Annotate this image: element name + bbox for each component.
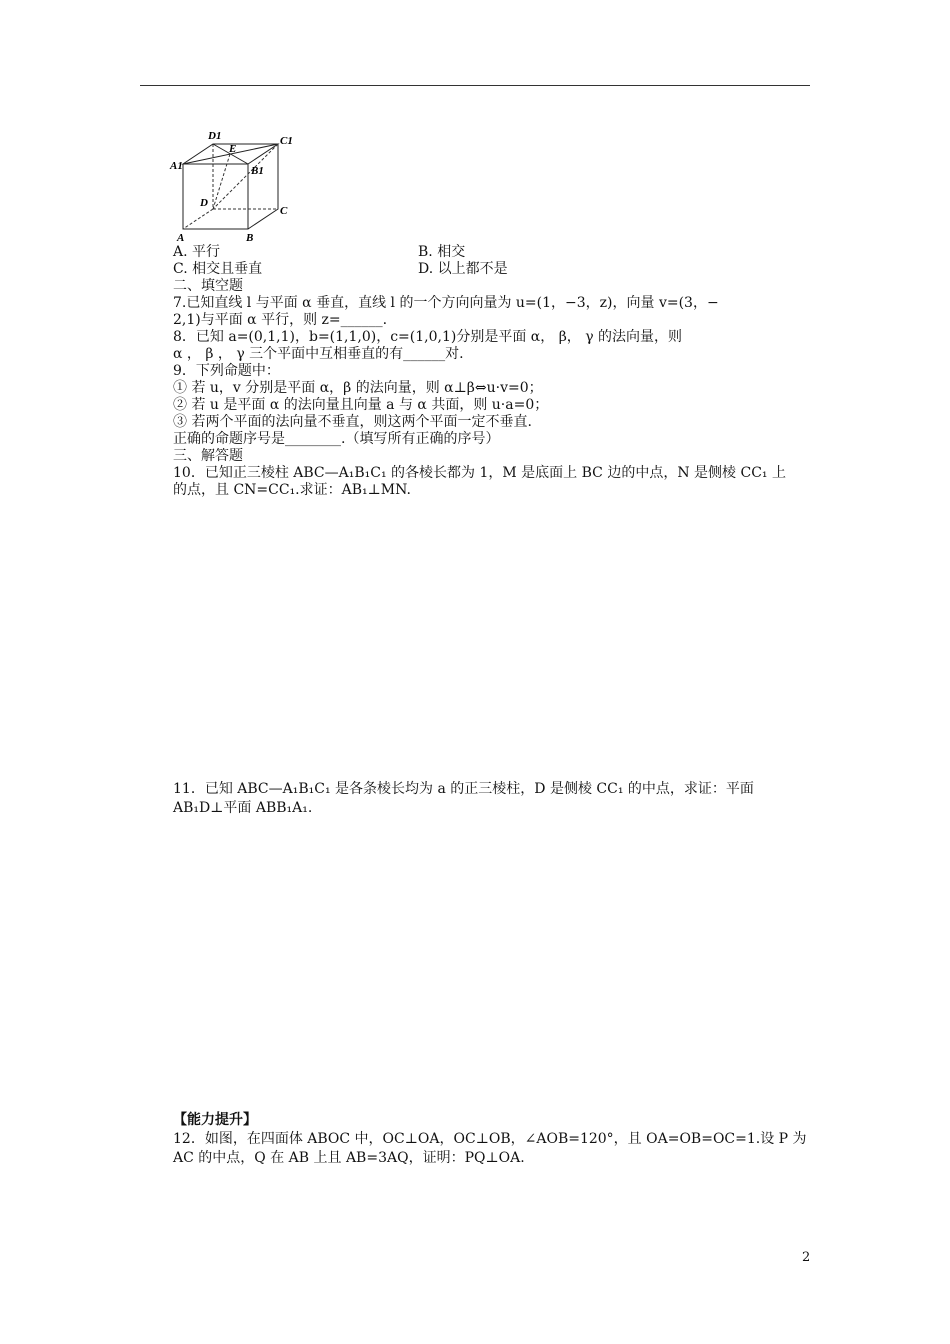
q12-line1: 12．如图，在四面体 ABOC 中，OC⊥OA，OC⊥OB，∠AOB=120°，且 OA=OB=OC=1.设 P 为 xyxy=(173,1131,807,1147)
section-fill-blank: 二、填空题 xyxy=(173,278,243,294)
choice-a: A. 平行 xyxy=(173,244,221,260)
q9-answer: 正确的命题序号是________.（填写所有正确的序号） xyxy=(173,431,500,447)
q8-line2: α ， β ， γ 三个平面中互相垂直的有______对. xyxy=(173,346,464,362)
hidden-edge xyxy=(213,144,278,209)
label-c1: C1 xyxy=(280,135,293,147)
header-rule xyxy=(140,85,810,86)
q9-item3: ③ 若两个平面的法向量不垂直，则这两个平面一定不垂直. xyxy=(173,414,532,430)
label-a1: A1 xyxy=(170,160,183,172)
q8-line1: 8．已知 a=(0,1,1)，b=(1,1,0)，c=(1,0,1)分别是平面 α， β， γ 的法向量，则 xyxy=(173,329,683,345)
choice-c: C. 相交且垂直 xyxy=(173,261,263,277)
q10-line2: 的点，且 CN=CC₁.求证：AB₁⊥MN. xyxy=(173,482,411,498)
label-e: E xyxy=(229,143,237,155)
label-b: B xyxy=(246,232,254,244)
label-d: D xyxy=(200,197,208,209)
q11-line1: 11．已知 ABC—A₁B₁C₁ 是各条棱长均为 a 的正三棱柱，D 是侧棱 CC₁ 的中点，求证：平面 xyxy=(173,781,754,797)
label-c: C xyxy=(280,205,288,217)
cube-figure xyxy=(168,126,298,246)
q9-title: 9．下列命题中： xyxy=(173,363,280,379)
label-a: A xyxy=(177,232,185,244)
cube-right-face xyxy=(248,144,278,229)
q9-item1: ① 若 u，v 分别是平面 α，β 的法向量，则 α⊥β⇔u·v=0； xyxy=(173,380,543,396)
q7-line1: 7.已知直线 l 与平面 α 垂直，直线 l 的一个方向向量为 u=(1，−3，z)，向量 v=(3，− xyxy=(173,295,719,311)
q11-line2: AB₁D⊥平面 ABB₁A₁. xyxy=(173,800,313,816)
label-d1: D1 xyxy=(208,130,222,142)
choice-d: D. 以上都不是 xyxy=(418,261,508,277)
choice-b: B. 相交 xyxy=(418,244,466,260)
cube-front-face xyxy=(183,164,248,229)
ability-heading: 【能力提升】 xyxy=(173,1112,257,1128)
q9-item2: ② 若 u 是平面 α 的法向量且向量 a 与 α 共面，则 u·a=0； xyxy=(173,397,549,413)
section-solve: 三、解答题 xyxy=(173,448,243,464)
q7-line2: 2,1)与平面 α 平行，则 z=______. xyxy=(173,312,388,328)
q12-line2: AC 的中点，Q 在 AB 上且 AB=3AQ，证明：PQ⊥OA. xyxy=(173,1150,525,1166)
hidden-edge xyxy=(183,209,213,229)
page-number: 2 xyxy=(802,1250,811,1265)
q10-line1: 10．已知正三棱柱 ABC—A₁B₁C₁ 的各棱长都为 1，M 是底面上 BC 边的中点，N 是侧棱 CC₁ 上 xyxy=(173,465,786,481)
label-b1: B1 xyxy=(251,165,264,177)
